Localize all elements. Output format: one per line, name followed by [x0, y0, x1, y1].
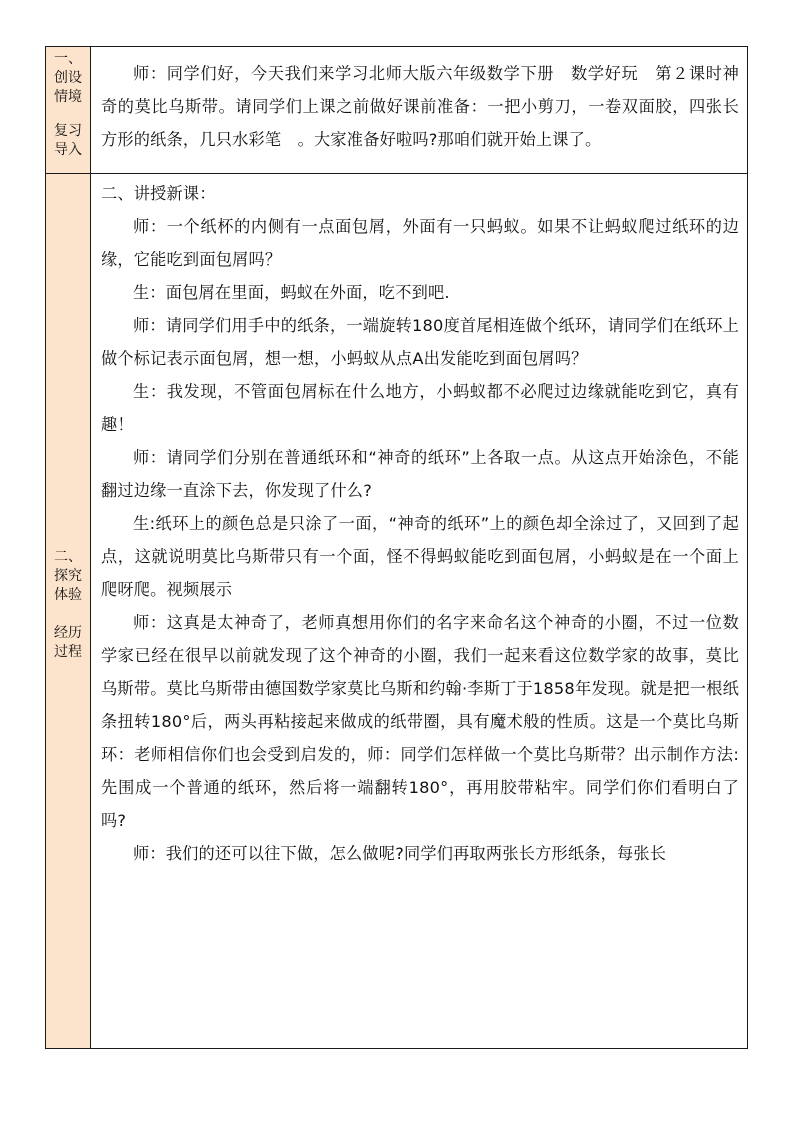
table-row: [46, 47, 748, 174]
section-label-line: 创设: [54, 70, 82, 86]
paragraph: 师：这真是太神奇了，老师真想用你们的名字来命名这个神奇的小圈，不过一位数学家已经在很早以前就发现了这个神奇的小圈，我们一起来看这位数学家的故事，莫比乌斯带。莫比乌斯带由德国数学家莫比乌斯和约翰·李斯丁于1858年发现。就是把一根纸条扭转180°后，两头再粘接起来做成的纸带圈，具有魔术般的性质。这是一个莫比乌斯环：老师相信你们也会受到启发的，师：同学们怎样做一个莫比乌斯带？出示制作方法:先围成一个普通的纸环，然后将一端翻转180°，再用胶带粘牢。同学们你们看明白了吗?: [101, 613, 739, 830]
paragraph: 师：请同学们分别在普通纸环和“神奇的纸环”上各取一点。从这点开始涂色，不能翻过边缘一直涂下去，你发现了什么?: [101, 448, 739, 500]
section-sublabel-line: 复习: [54, 123, 82, 139]
section-label-line: 体验: [54, 587, 82, 603]
section-sublabel-line: 经历: [54, 625, 82, 641]
section-label-line: 二、: [54, 549, 82, 565]
section-heading: 二、讲授新课：: [101, 184, 216, 203]
section-sublabel-line: 过程: [54, 644, 82, 660]
paragraph: 师：我们的还可以往下做，怎么做呢?同学们再取两张长方形纸条，每张长: [133, 844, 667, 863]
table-row: [46, 174, 748, 1049]
section-label: [46, 174, 90, 662]
section-label-line: 情境: [54, 89, 82, 105]
section-label-cell: [46, 47, 91, 174]
section-content-cell: [91, 47, 748, 174]
paragraph: 师：请同学们用手中的纸条，一端旋转180度首尾相连做个纸环，请同学们在纸环上做个标记表示面包屑，想一想，小蚂蚁从点A出发能吃到面包屑吗？: [101, 316, 739, 368]
section-label-line: 探究: [54, 568, 82, 584]
paragraph: 生：面包屑在里面，蚂蚁在外面，吃不到吧.: [133, 283, 450, 302]
paragraph: 师：一个纸杯的内侧有一点面包屑，外面有一只蚂蚁。如果不让蚂蚁爬过纸环的边缘，它能吃到面包屑吗？: [101, 217, 739, 269]
paragraph: 师：同学们好，今天我们来学习北师大版六年级数学下册 数学好玩 第２课时神奇的莫比乌斯带。请同学们上课之前做好课前准备：一把小剪刀，一卷双面胶，四张长方形的纸条，几只水彩笔 。大家准备好啦吗?那咱们就开始上课了。: [101, 64, 739, 149]
paragraph: 生：我发现，不管面包屑标在什么地方，小蚂蚁都不必爬过边缘就能吃到它，真有趣！: [101, 382, 739, 434]
section-content-cell: [91, 174, 748, 1049]
paragraph: 生:纸环上的颜色总是只涂了一面，“神奇的纸环”上的颜色却全涂过了，又回到了起点，这就说明莫比乌斯带只有一个面，怪不得蚂蚁能吃到面包屑，小蚂蚁是在一个面上爬呀爬。视频展示: [101, 514, 739, 599]
section-sublabel-line: 导入: [54, 142, 82, 158]
section-label-cell: [46, 174, 91, 1049]
section-label-line: 一、: [54, 51, 82, 67]
section-label: [46, 47, 90, 160]
lesson-plan-table: [45, 46, 748, 1049]
